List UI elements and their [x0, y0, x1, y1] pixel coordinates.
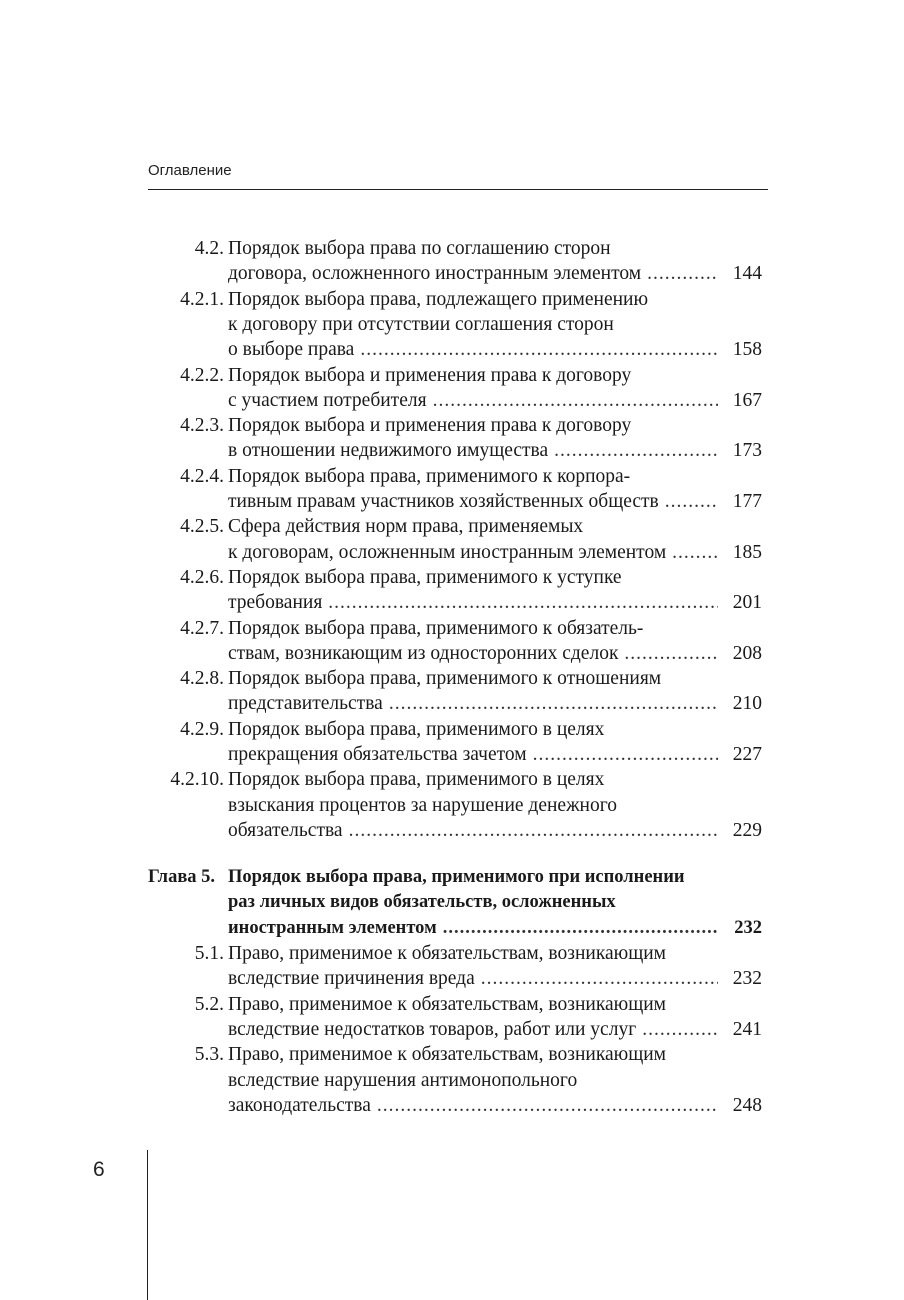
- toc-entry-number: 4.2.9.: [180, 718, 224, 740]
- toc-entry-title-line: к договору при отсутствии соглашения сторон: [228, 313, 614, 335]
- toc-entry-last-line: [228, 388, 762, 413]
- toc-entry-last-line: [228, 261, 762, 286]
- header-rule: [148, 189, 768, 190]
- toc-leader-dots: [533, 742, 718, 767]
- toc-leader-dots: [647, 261, 718, 286]
- toc-page-number: 177: [732, 490, 762, 512]
- toc-page-number: 248: [732, 1094, 762, 1116]
- toc-entry-title-line: Порядок выбора и применения права к договору: [228, 415, 632, 437]
- toc-entry: [0, 666, 904, 717]
- toc-entry: [0, 1042, 904, 1118]
- toc-entry-title-line: Порядок выбора права, применимого при исполнении: [228, 867, 685, 888]
- toc-entry-last-line: [228, 691, 762, 716]
- toc-leader-dots: [377, 1093, 718, 1118]
- toc-entry-title-line: тивным правам участников хозяйственных обществ: [228, 490, 659, 512]
- toc-leader-dots: [672, 540, 718, 565]
- toc-entry-number: 5.3.: [194, 1044, 224, 1066]
- toc-entry-last-line: [228, 540, 762, 565]
- toc-entry-number: 4.2.3.: [180, 415, 224, 437]
- toc-entry-title-line: прекращения обязательства зачетом: [228, 743, 527, 765]
- toc-page-number: 185: [732, 541, 762, 563]
- toc-entry-title-line: Порядок выбора права, применимого в целях: [228, 718, 605, 740]
- toc-entry-title-line: Порядок выбора права по соглашению сторон: [228, 238, 611, 259]
- running-title: Оглавление: [148, 162, 232, 179]
- toc-entry-title-line: договора, осложненного иностранным элементом: [228, 263, 642, 285]
- toc-entry-title-line: Порядок выбора и применения права к договору: [228, 364, 632, 386]
- toc-entry-title-line: Порядок выбора права, применимого к отношениям: [228, 668, 662, 690]
- toc-page-number: 227: [732, 743, 762, 765]
- toc-entry-number: 5.2.: [194, 993, 224, 1015]
- toc-leader-dots: [481, 966, 718, 991]
- toc-entry-title-line: Право, применимое к обязательствам, возникающим: [228, 943, 667, 965]
- toc-page-number: 210: [732, 693, 762, 715]
- toc-entry-title-line: Порядок выбора права, применимого в целях: [228, 769, 605, 791]
- page-number-rule: [147, 1150, 148, 1300]
- toc-entry-last-line: [228, 916, 762, 941]
- toc-entry-title-line: к договорам, осложненным иностранным элементом: [228, 541, 667, 563]
- toc-leader-dots: [433, 388, 718, 413]
- toc-entry-title-line: Право, применимое к обязательствам, возникающим: [228, 993, 667, 1015]
- toc-entry-last-line: [228, 818, 762, 843]
- toc-leader-dots: [624, 641, 718, 666]
- toc-entry-last-line: [228, 742, 762, 767]
- toc-entry-title-line: в отношении недвижимого имущества: [228, 440, 549, 462]
- toc-entry-title-line: требования: [228, 592, 323, 614]
- toc-entry: [0, 413, 904, 464]
- toc-entry-last-line: [228, 590, 762, 615]
- toc-entry-number: 4.2.10.: [170, 769, 224, 791]
- toc-page-number: 232: [732, 968, 762, 990]
- toc-entry-title-line: вследствие нарушения антимонопольного: [228, 1069, 578, 1091]
- toc-entry: [0, 514, 904, 565]
- toc-leader-dots: [389, 691, 718, 716]
- toc-entry: [0, 287, 904, 363]
- toc-entry-last-line: [228, 438, 762, 463]
- toc-entry-last-line: [228, 337, 762, 362]
- toc-leader-dots: [360, 337, 718, 362]
- toc-entry: [0, 236, 904, 287]
- toc-entry-title-line: законодательства: [228, 1094, 371, 1116]
- toc-entry: [0, 363, 904, 414]
- toc-leader-dots: [443, 916, 718, 941]
- toc-page-number: 232: [734, 917, 762, 938]
- toc-page-number: 144: [732, 263, 762, 285]
- toc-entry-number: Глава 5.: [148, 867, 216, 888]
- toc-leader-dots: [349, 818, 718, 843]
- toc-entry-title-line: Порядок выбора права, подлежащего применению: [228, 288, 649, 310]
- toc-page-number: 167: [732, 389, 762, 411]
- toc-entry-title-line: обязательства: [228, 819, 343, 841]
- toc-entry-number: 4.2.2.: [180, 364, 224, 386]
- toc-entry-title-line: Порядок выбора права, применимого к уступке: [228, 566, 622, 588]
- toc-leader-dots: [665, 489, 718, 514]
- toc-page-number: 173: [732, 440, 762, 462]
- toc-entry-title-line: представительства: [228, 693, 383, 715]
- toc-entry-number: 4.2.7.: [180, 617, 224, 639]
- toc-entry-last-line: [228, 1093, 762, 1118]
- toc-entry-number: 4.2.5.: [180, 516, 224, 538]
- toc-entry-title-line: о выборе права: [228, 339, 355, 361]
- toc-entry-title-line: вследствие причинения вреда: [228, 968, 475, 990]
- toc-page-number: 201: [732, 592, 762, 614]
- toc-entry-title-line: Сфера действия норм права, применяемых: [228, 516, 584, 538]
- toc-entry-title-line: иностранным элементом: [228, 917, 437, 938]
- toc-entry-number: 4.2.: [194, 238, 224, 259]
- toc-page-number: 241: [732, 1018, 762, 1040]
- toc-entry: [0, 616, 904, 667]
- page-number: 6: [93, 1158, 105, 1181]
- toc-entry: [0, 767, 904, 843]
- toc-entry-title-line: Порядок выбора права, применимого к корпора-: [228, 465, 631, 487]
- toc-entry-title-line: раз личных видов обязательств, осложненных: [228, 892, 616, 913]
- toc-chapter-entry: [0, 865, 904, 941]
- toc-page-number: 208: [732, 642, 762, 664]
- toc-entry-number: 4.2.1.: [180, 288, 224, 310]
- toc-entry: [0, 941, 904, 992]
- toc-entry-title-line: вследствие недостатков товаров, работ или услуг: [228, 1018, 637, 1040]
- toc-page-number: 158: [732, 339, 762, 361]
- toc-entry-last-line: [228, 489, 762, 514]
- toc-entry-number: 4.2.4.: [180, 465, 224, 487]
- toc-leader-dots: [554, 438, 718, 463]
- toc-entry-last-line: [228, 1017, 762, 1042]
- toc-entry: [0, 717, 904, 768]
- toc-entry-title-line: Право, применимое к обязательствам, возникающим: [228, 1044, 667, 1066]
- toc-entry-title-line: ствам, возникающим из односторонних сделок: [228, 642, 619, 664]
- toc-entry-title-line: Порядок выбора права, применимого к обязатель-: [228, 617, 644, 639]
- toc-entry: [0, 565, 904, 616]
- toc-entry-title-line: взыскания процентов за нарушение денежного: [228, 794, 618, 816]
- toc-entry: [0, 464, 904, 515]
- toc-entry-title-line: с участием потребителя: [228, 389, 427, 411]
- toc-entry-number: 5.1.: [194, 943, 224, 965]
- toc-entry-number: 4.2.8.: [180, 668, 224, 690]
- toc-entry: [0, 992, 904, 1043]
- toc-entry-last-line: [228, 641, 762, 666]
- toc-entry-number: 4.2.6.: [180, 566, 224, 588]
- toc-leader-dots: [642, 1017, 718, 1042]
- toc-entry-last-line: [228, 966, 762, 991]
- toc-page-number: 229: [732, 819, 762, 841]
- toc-leader-dots: [328, 590, 718, 615]
